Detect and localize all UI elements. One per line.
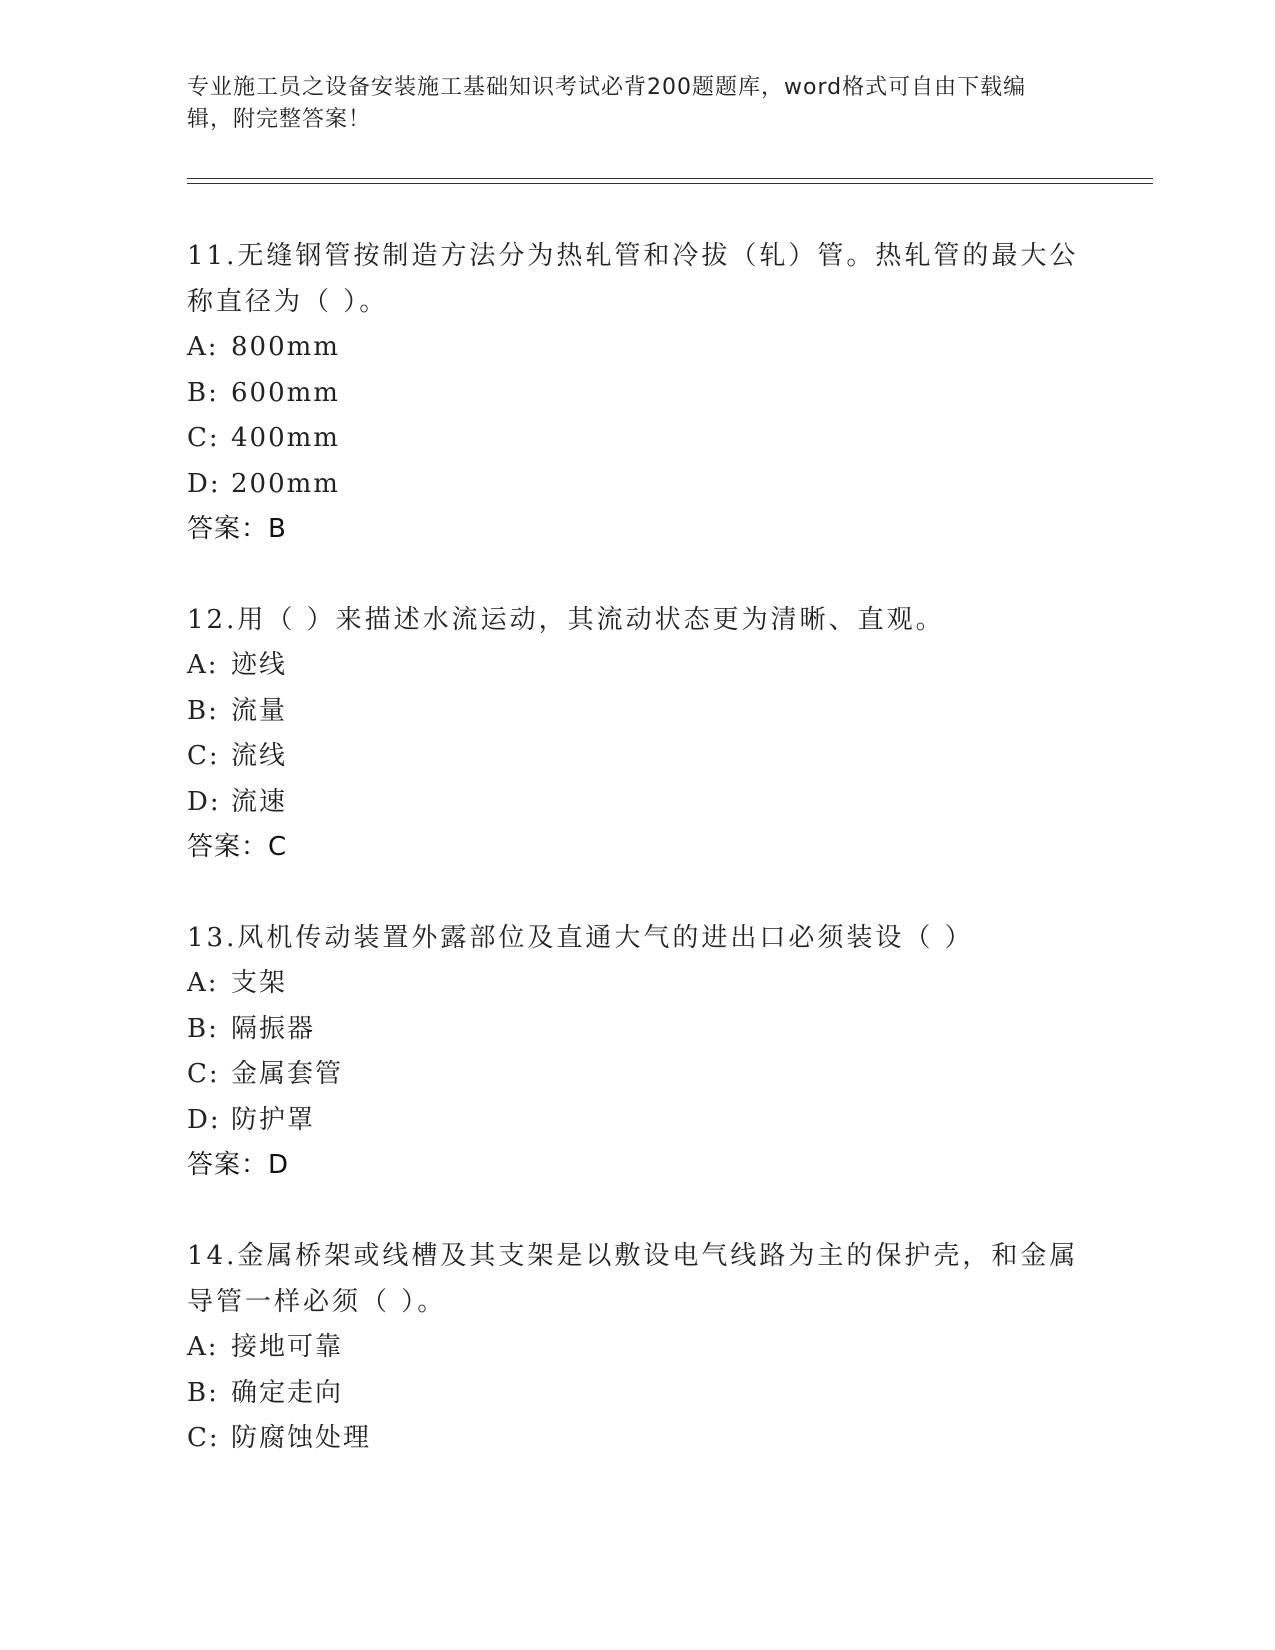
header-divider-bottom	[187, 183, 1153, 184]
option-c	[187, 416, 1087, 462]
answer-line: 答案：B	[187, 514, 287, 544]
option-text: 确定走向	[231, 1377, 344, 1408]
question-stem: 13.风机传动装置外露部位及直通大气的进出口必须装设（ ）	[187, 923, 974, 953]
option-c	[187, 734, 1087, 780]
option-d	[187, 462, 1087, 508]
option-letter: D:	[187, 1104, 221, 1135]
option-text: 800mm	[231, 332, 340, 362]
question-stem: 12.用（ ）来描述水流运动，其流动状态更为清晰、直观。	[187, 605, 945, 635]
option-letter: C:	[187, 1059, 220, 1089]
option-letter: C:	[187, 741, 220, 771]
question-13	[187, 915, 1087, 1189]
option-text: 迹线	[231, 650, 288, 680]
option-b	[187, 371, 1087, 417]
option-a	[187, 961, 1087, 1007]
question-stem: 14.金属桥架或线槽及其支架是以敷设电气线路为主的保护壳，和金属导管一样必须（ ）。	[187, 1241, 1079, 1317]
option-letter: B:	[187, 1377, 219, 1408]
option-text: 400mm	[231, 423, 340, 453]
option-letter: B:	[187, 1013, 219, 1044]
header-divider-top	[187, 178, 1153, 179]
option-d	[187, 780, 1087, 826]
option-b	[187, 1007, 1087, 1053]
option-a	[187, 325, 1087, 371]
document-header-title: 专业施工员之设备安装施工基础知识考试必背200题题库，word格式可自由下载编辑，附完整答案！	[187, 75, 1027, 132]
question-11	[187, 233, 1087, 553]
option-letter: A:	[187, 332, 219, 362]
option-text: 流量	[231, 695, 288, 726]
option-a	[187, 643, 1087, 689]
option-text: 支架	[231, 968, 288, 998]
option-a	[187, 1325, 1087, 1371]
option-letter: B:	[187, 377, 219, 408]
option-text: 600mm	[231, 377, 340, 408]
answer-line: 答案：C	[187, 832, 288, 862]
option-text: 防护罩	[231, 1104, 316, 1135]
option-letter: B:	[187, 695, 219, 726]
option-letter: D:	[187, 468, 221, 499]
question-14	[187, 1233, 1087, 1462]
option-d	[187, 1098, 1087, 1144]
option-letter: A:	[187, 650, 219, 680]
option-text: 隔振器	[231, 1013, 316, 1044]
option-text: 金属套管	[231, 1059, 344, 1089]
option-c	[187, 1052, 1087, 1098]
option-b	[187, 689, 1087, 735]
question-12	[187, 597, 1087, 871]
option-letter: A:	[187, 1332, 219, 1362]
option-letter: A:	[187, 968, 219, 998]
option-text: 防腐蚀处理	[231, 1423, 372, 1453]
answer-line: 答案：D	[187, 1150, 290, 1180]
option-text: 200mm	[231, 468, 340, 499]
option-text: 流线	[231, 741, 288, 771]
option-c	[187, 1416, 1087, 1462]
option-text: 流速	[231, 786, 288, 817]
option-letter: C:	[187, 423, 220, 453]
option-b	[187, 1371, 1087, 1417]
question-stem: 11.无缝钢管按制造方法分为热轧管和冷拔（轧）管。热轧管的最大公称直径为（ ）。	[187, 241, 1079, 317]
option-text: 接地可靠	[231, 1332, 344, 1362]
option-letter: D:	[187, 786, 221, 817]
option-letter: C:	[187, 1423, 220, 1453]
